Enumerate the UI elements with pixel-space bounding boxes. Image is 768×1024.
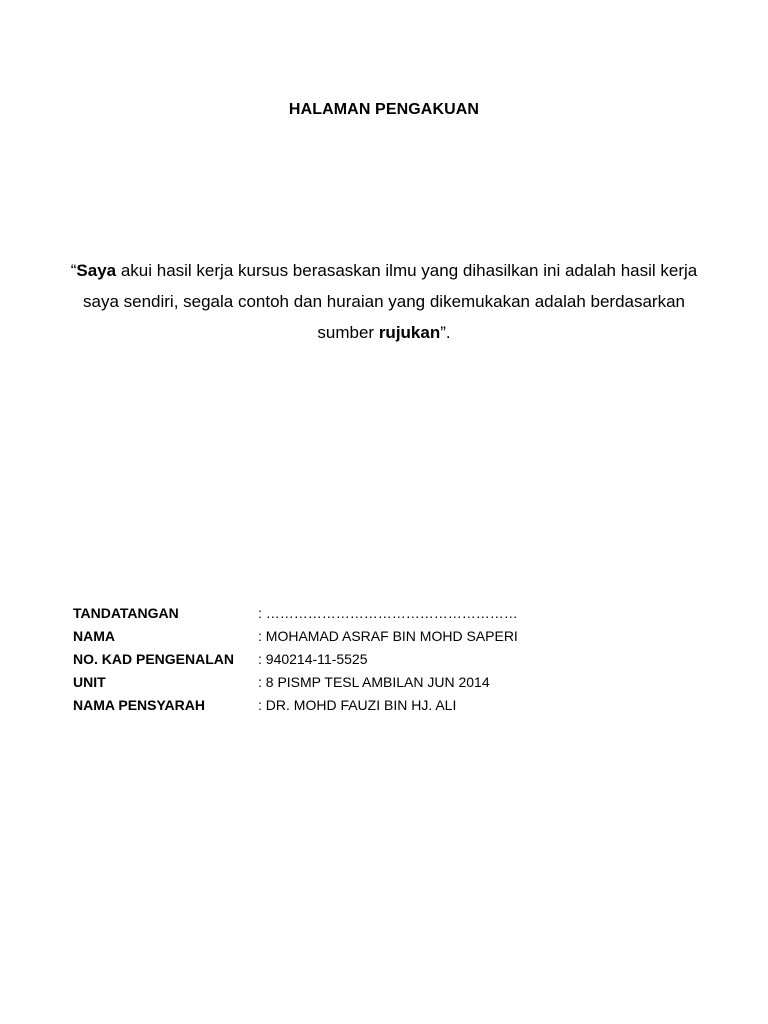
detail-value-lecturer: : DR. MOHD FAUZI BIN HJ. ALI [258,697,457,714]
details-table [73,601,518,717]
detail-row-name [73,624,518,647]
detail-value-signature-line: : ……………………………………………… [258,604,518,621]
declaration-body-text: akui hasil kerja kursus berasaskan ilmu yang dihasilkan ini adalah hasil kerja saya sendiri, segala contoh dan huraian yang dikemukakan adalah berdasarkan sumber [82,261,698,342]
close-quote: ”. [440,323,451,342]
declaration-emphasis-rujukan: rujukan [378,323,441,342]
detail-value-name: : MOHAMAD ASRAF BIN MOHD SAPERI [258,627,518,644]
detail-label: NAMA PENSYARAH [73,697,205,714]
declaration-paragraph [60,255,708,348]
detail-value-unit: : 8 PISMP TESL AMBILAN JUN 2014 [258,674,490,691]
detail-row-lecturer [73,694,518,717]
detail-row-signature [73,601,518,624]
detail-row-id-number [73,647,518,670]
detail-label: UNIT [73,674,106,691]
page-title: HALAMAN PENGAKUAN [288,101,480,118]
declaration-emphasis-saya: Saya [76,261,117,280]
detail-label: TANDATANGAN [73,604,179,621]
detail-row-unit [73,671,518,694]
detail-label: NAMA [73,627,115,644]
open-quote: “ [70,261,77,280]
detail-value-id-number: : 940214-11-5525 [258,650,368,667]
detail-label: NO. KAD PENGENALAN [73,650,235,667]
